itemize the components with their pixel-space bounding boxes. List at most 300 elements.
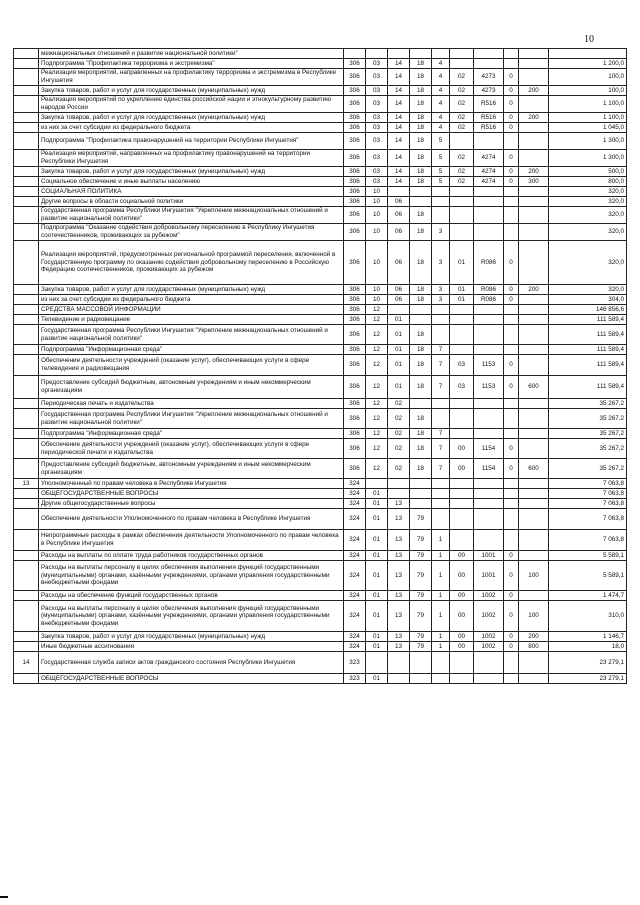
subprogram-code: 1 [432,601,450,632]
program-code [410,49,432,59]
row-name: межнациональных отношений и развитие национальной политики" [39,49,344,59]
row-amount: 35 267,2 [549,409,627,429]
subsection-code: 13 [388,632,410,642]
table-row [14,123,627,133]
direction-suffix: 0 [504,439,519,459]
direction-suffix [504,224,519,241]
table-row [14,499,627,509]
table-row [14,591,627,601]
ministry-code: 323 [344,652,366,674]
direction-suffix [504,509,519,530]
measure-code [450,429,474,439]
row-amount: 1 474,7 [549,591,627,601]
subprogram-code [432,49,450,59]
subsection-code: 14 [388,113,410,123]
measure-code: 02 [450,177,474,187]
program-code: 18 [410,69,432,86]
subprogram-code: 5 [432,177,450,187]
row-name: Государственная программа Республики Ингушетия "Укрепление межнациональных отношений и развитие национальной политики" [39,325,344,345]
subprogram-code: 3 [432,224,450,241]
program-code: 18 [410,295,432,305]
direction-code [474,187,504,197]
direction-suffix: 0 [504,177,519,187]
expense-type-code [519,315,549,325]
ministry-code: 306 [344,133,366,150]
direction-suffix [504,652,519,674]
table-row [14,429,627,439]
expense-type-code [519,439,549,459]
program-code: 18 [410,439,432,459]
measure-code: 00 [450,632,474,642]
subprogram-code [432,652,450,674]
table-row [14,479,627,489]
row-amount: 100,0 [549,86,627,96]
section-code: 12 [366,429,388,439]
program-code: 18 [410,355,432,376]
subprogram-code: 5 [432,167,450,177]
measure-code [450,652,474,674]
subprogram-code [432,489,450,499]
measure-code: 02 [450,167,474,177]
program-code: 79 [410,551,432,561]
ministry-code: 306 [344,224,366,241]
row-name: Уполномоченный по правам человека в Республике Ингушетия [39,479,344,489]
direction-suffix: 0 [504,285,519,295]
row-name: Непрограммные расходы в рамках обеспечения деятельности Уполномоченного по правам человека в Республике Ингушетия [39,530,344,551]
program-code: 18 [410,429,432,439]
row-name: из них за счет субсидии из федерального бюджета [39,295,344,305]
direction-code [474,59,504,69]
table-row [14,642,627,652]
program-code: 79 [410,561,432,591]
subsection-code: 02 [388,409,410,429]
expense-type-code: 100 [519,601,549,632]
row-amount: 146 856,6 [549,305,627,315]
row-amount: 1 100,0 [549,113,627,123]
measure-code: 00 [450,601,474,632]
budget-table [13,48,627,684]
subsection-code [388,187,410,197]
table-row [14,96,627,113]
ministry-code: 306 [344,59,366,69]
subsection-code: 02 [388,399,410,409]
measure-code: 00 [450,439,474,459]
row-name: Закупка товаров, работ и услуг для государственных (муниципальных) нужд [39,632,344,642]
expense-type-code: 200 [519,86,549,96]
row-index [14,285,39,295]
direction-code: R086 [474,285,504,295]
section-code: 01 [366,561,388,591]
row-name: Расходы на выплаты персоналу в целях обеспечения выполнения функций государственными (муниципальными) органами, казёнными учреждениями, органами управления государственными внебюджетными фондами [39,601,344,632]
row-name: Расходы на выплаты по оплате труда работников государственных органов [39,551,344,561]
program-code [410,652,432,674]
section-code: 12 [366,315,388,325]
measure-code: 00 [450,459,474,479]
direction-suffix: 0 [504,241,519,285]
row-name: ОБЩЕГОСУДАРСТВЕННЫЕ ВОПРОСЫ [39,489,344,499]
table-row [14,355,627,376]
row-amount: 23 279,1 [549,674,627,684]
table-row [14,489,627,499]
section-code: 12 [366,305,388,315]
measure-code [450,489,474,499]
row-amount [549,49,627,59]
subsection-code: 06 [388,241,410,285]
row-amount: 111 589,4 [549,355,627,376]
subsection-code [388,49,410,59]
direction-code [474,133,504,150]
row-index [14,167,39,177]
row-name: Подпрограмма "Профилактика правонарушений на территории Республики Ингушетия" [39,133,344,150]
measure-code [450,224,474,241]
section-code: 01 [366,632,388,642]
table-row [14,207,627,224]
row-amount: 35 267,2 [549,399,627,409]
row-index: 13 [14,479,39,489]
row-name: Подпрограмма "Информационная среда" [39,429,344,439]
subprogram-code: 4 [432,69,450,86]
direction-code [474,207,504,224]
direction-suffix: 0 [504,459,519,479]
direction-code: 1002 [474,591,504,601]
section-code: 01 [366,499,388,509]
row-amount: 23 279,1 [549,652,627,674]
row-name: Подпрограмма "Оказание содействия добровольному переселению в Республику Ингушетия соотечественников, проживающих за рубежом" [39,224,344,241]
ministry-code: 323 [344,674,366,684]
ministry-code: 324 [344,530,366,551]
subsection-code: 14 [388,167,410,177]
subprogram-code [432,325,450,345]
measure-code [450,49,474,59]
measure-code: 01 [450,295,474,305]
row-name: Обеспечение деятельности Уполномоченного по правам человека в Республике Ингушетия [39,509,344,530]
expense-type-code [519,59,549,69]
row-index [14,224,39,241]
ministry-code: 306 [344,241,366,285]
direction-suffix [504,674,519,684]
subprogram-code: 1 [432,561,450,591]
ministry-code: 306 [344,295,366,305]
direction-code: R516 [474,96,504,113]
row-name: ОБЩЕГОСУДАРСТВЕННЫЕ ВОПРОСЫ [39,674,344,684]
subprogram-code: 4 [432,96,450,113]
row-amount: 304,0 [549,295,627,305]
expense-type-code [519,355,549,376]
table-row [14,601,627,632]
table-row [14,325,627,345]
measure-code [450,305,474,315]
section-code: 12 [366,376,388,399]
measure-code: 02 [450,113,474,123]
subsection-code: 14 [388,150,410,167]
direction-suffix: 0 [504,113,519,123]
section-code [366,49,388,59]
direction-suffix: 0 [504,150,519,167]
subsection-code: 06 [388,197,410,207]
subprogram-code: 1 [432,642,450,652]
expense-type-code: 600 [519,459,549,479]
direction-code: 1153 [474,355,504,376]
ministry-code: 324 [344,499,366,509]
table-row [14,674,627,684]
direction-suffix: 0 [504,376,519,399]
table-row [14,439,627,459]
direction-code [474,399,504,409]
expense-type-code [519,150,549,167]
expense-type-code [519,399,549,409]
program-code: 79 [410,642,432,652]
program-code [410,674,432,684]
section-code: 01 [366,642,388,652]
subprogram-code: 3 [432,285,450,295]
section-code [366,479,388,489]
direction-code: 1002 [474,632,504,642]
ministry-code: 306 [344,355,366,376]
expense-type-code [519,489,549,499]
subprogram-code [432,409,450,429]
direction-code: R086 [474,295,504,305]
direction-suffix [504,325,519,345]
measure-code: 02 [450,69,474,86]
section-code: 03 [366,86,388,96]
row-amount: 7 063,8 [549,499,627,509]
subprogram-code [432,479,450,489]
row-amount: 7 063,8 [549,489,627,499]
direction-suffix [504,187,519,197]
row-amount: 1 200,0 [549,59,627,69]
table-row [14,399,627,409]
row-name: Другие общегосударственные вопросы [39,499,344,509]
row-name: Закупка товаров, работ и услуг для государственных (муниципальных) нужд [39,86,344,96]
direction-suffix [504,399,519,409]
expense-type-code [519,479,549,489]
row-name: Государственная программа Республики Ингушетия "Укрепление межнациональных отношений и развитие национальной политики" [39,207,344,224]
row-index [14,177,39,187]
table-row [14,561,627,591]
subprogram-code [432,674,450,684]
measure-code [450,325,474,345]
section-code: 01 [366,489,388,499]
measure-code [450,187,474,197]
subsection-code: 01 [388,355,410,376]
direction-suffix: 0 [504,601,519,632]
subprogram-code: 3 [432,295,450,305]
table-row [14,459,627,479]
direction-code [474,49,504,59]
row-amount: 320,0 [549,285,627,295]
table-row [14,315,627,325]
table-row [14,187,627,197]
row-amount: 1 045,0 [549,123,627,133]
row-index [14,376,39,399]
program-code: 18 [410,345,432,355]
row-amount: 7 063,8 [549,509,627,530]
row-index [14,305,39,315]
row-index [14,86,39,96]
section-code: 03 [366,113,388,123]
expense-type-code [519,295,549,305]
direction-suffix: 0 [504,632,519,642]
subprogram-code [432,197,450,207]
row-name: Телевидение и радиовещание [39,315,344,325]
ministry-code: 306 [344,197,366,207]
row-index [14,459,39,479]
program-code: 18 [410,150,432,167]
row-name: СОЦИАЛЬНАЯ ПОЛИТИКА [39,187,344,197]
table-row [14,177,627,187]
table-row [14,652,627,674]
row-name: Подпрограмма "Информационная среда" [39,345,344,355]
direction-suffix [504,315,519,325]
program-code: 79 [410,509,432,530]
subprogram-code [432,509,450,530]
direction-code: 1002 [474,642,504,652]
direction-suffix: 0 [504,591,519,601]
direction-code [474,429,504,439]
direction-suffix [504,409,519,429]
row-name: Реализация мероприятий, направленных на профилактику терроризма и экстремизма в Республике Ингушетия [39,69,344,86]
row-name: Предоставление субсидий бюджетным, автономным учреждениям и иным некоммерческим организациям [39,459,344,479]
ministry-code: 324 [344,479,366,489]
subprogram-code [432,399,450,409]
row-amount: 35 267,2 [549,459,627,479]
row-amount: 7 063,8 [549,530,627,551]
direction-suffix: 0 [504,167,519,177]
program-code: 18 [410,325,432,345]
row-name: Иные бюджетные ассигнования [39,642,344,652]
table-row [14,409,627,429]
row-index [14,345,39,355]
subprogram-code: 7 [432,459,450,479]
subsection-code: 14 [388,177,410,187]
expense-type-code [519,499,549,509]
direction-code [474,499,504,509]
subprogram-code: 1 [432,591,450,601]
row-name: Предоставление субсидий бюджетным, автономным учреждениям и иным некоммерческим организациям [39,376,344,399]
expense-type-code: 200 [519,167,549,177]
subsection-code: 14 [388,86,410,96]
row-index [14,489,39,499]
section-code: 10 [366,197,388,207]
subsection-code: 13 [388,499,410,509]
row-amount: 320,0 [549,207,627,224]
direction-suffix [504,530,519,551]
subsection-code: 01 [388,376,410,399]
subsection-code: 13 [388,551,410,561]
row-amount: 5 589,1 [549,551,627,561]
ministry-code: 306 [344,207,366,224]
measure-code [450,133,474,150]
row-index [14,123,39,133]
measure-code [450,315,474,325]
direction-code [474,305,504,315]
direction-code [474,409,504,429]
row-index [14,509,39,530]
row-index [14,96,39,113]
ministry-code: 324 [344,601,366,632]
subsection-code [388,479,410,489]
program-code: 18 [410,177,432,187]
subprogram-code: 1 [432,530,450,551]
direction-code [474,489,504,499]
program-code: 18 [410,459,432,479]
ministry-code: 306 [344,96,366,113]
direction-code [474,652,504,674]
ministry-code: 306 [344,123,366,133]
measure-code [450,479,474,489]
ministry-code: 306 [344,409,366,429]
row-name: Расходы на выплаты персоналу в целях обеспечения выполнения функций государственными (муниципальными) органами, казёнными учреждениями, органами управления государственными внебюджетными фондами [39,561,344,591]
row-amount: 111 589,4 [549,325,627,345]
section-code: 03 [366,150,388,167]
section-code: 10 [366,285,388,295]
subsection-code: 06 [388,224,410,241]
row-index [14,315,39,325]
expense-type-code [519,674,549,684]
direction-code: 4273 [474,86,504,96]
direction-code: 4274 [474,177,504,187]
expense-type-code [519,133,549,150]
measure-code: 03 [450,355,474,376]
direction-suffix: 0 [504,355,519,376]
row-amount: 1 146,7 [549,632,627,642]
ministry-code: 306 [344,69,366,86]
direction-code: 4274 [474,150,504,167]
subsection-code: 13 [388,530,410,551]
expense-type-code [519,551,549,561]
measure-code: 01 [450,241,474,285]
ministry-code: 306 [344,187,366,197]
subsection-code: 14 [388,96,410,113]
direction-suffix: 0 [504,123,519,133]
measure-code [450,399,474,409]
table-row [14,86,627,96]
direction-code: 1001 [474,561,504,591]
program-code [410,399,432,409]
expense-type-code [519,345,549,355]
expense-type-code: 300 [519,177,549,187]
row-name: Закупка товаров, работ и услуг для государственных (муниципальных) нужд [39,113,344,123]
expense-type-code [519,429,549,439]
section-code: 01 [366,601,388,632]
ministry-code: 306 [344,399,366,409]
subprogram-code: 7 [432,355,450,376]
table-row [14,197,627,207]
section-code: 12 [366,439,388,459]
direction-code [474,674,504,684]
expense-type-code [519,509,549,530]
table-row [14,59,627,69]
row-index [14,295,39,305]
subprogram-code: 7 [432,345,450,355]
table-row [14,305,627,315]
row-name: Закупка товаров, работ и услуг для государственных (муниципальных) нужд [39,167,344,177]
ministry-code: 306 [344,439,366,459]
table-row [14,295,627,305]
measure-code: 03 [450,376,474,399]
row-index [14,197,39,207]
table-row [14,551,627,561]
section-code: 12 [366,399,388,409]
program-code: 18 [410,113,432,123]
program-code: 79 [410,632,432,642]
direction-suffix [504,499,519,509]
row-amount: 800,0 [549,177,627,187]
program-code: 18 [410,133,432,150]
subsection-code [388,305,410,315]
ministry-code [344,49,366,59]
direction-code [474,345,504,355]
